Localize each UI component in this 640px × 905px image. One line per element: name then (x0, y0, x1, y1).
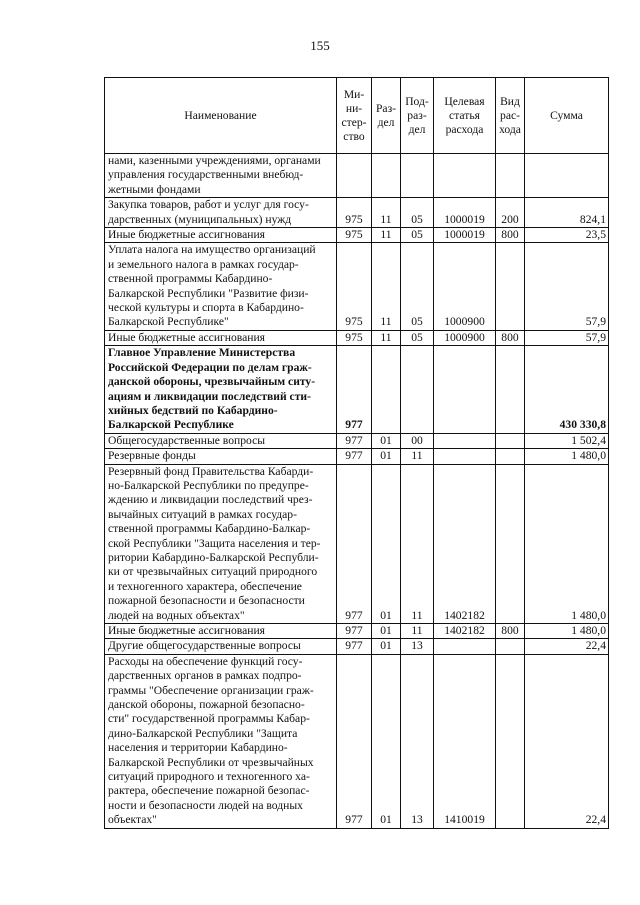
subsection-cell (401, 346, 434, 433)
name-line: и земельного налога в рамках государ- (108, 257, 299, 271)
name-line: пожарной безопасности и безопасности (108, 594, 305, 608)
target-article-cell: 1000019 (434, 198, 496, 228)
ministry-cell (337, 154, 372, 198)
name-line: управления государственными внебюд- (108, 168, 304, 182)
table-row (105, 154, 609, 198)
amount-cell: 57,9 (525, 330, 609, 345)
table-row (105, 228, 609, 243)
ministry-cell: 975 (337, 198, 372, 228)
name-cell (105, 228, 337, 243)
amount-cell: 430 330,8 (525, 346, 609, 433)
name-line: хийных бедствий по Кабардино- (108, 403, 278, 417)
table-row (105, 346, 609, 433)
table-row (105, 624, 609, 639)
amount-cell: 57,9 (525, 243, 609, 330)
name-cell (105, 433, 337, 448)
name-line: ки от чрезвычайных ситуаций природного (108, 565, 318, 579)
name-line: Балкарской Республике (108, 418, 234, 432)
section-cell: 11 (372, 330, 401, 345)
section-cell (372, 154, 401, 198)
table-row (105, 330, 609, 345)
name-line: населения и территории Кабардино- (108, 741, 288, 755)
name-line: Уплата налога на имущество организаций (108, 243, 316, 257)
header-line: рас- (500, 108, 520, 122)
section-cell: 11 (372, 228, 401, 243)
header-expense-type (496, 78, 525, 154)
name-line: объектах" (108, 813, 157, 827)
amount-cell: 1 480,0 (525, 449, 609, 464)
name-line: данской обороны, чрезвычайным ситу- (108, 375, 316, 389)
header-line: хода (499, 122, 521, 136)
expense-type-cell (496, 449, 525, 464)
header-line: раз- (407, 108, 427, 122)
name-line: ждению и ликвидации последствий чрез- (108, 493, 313, 507)
name-line: ациям и ликвидации последствий сти- (108, 389, 311, 403)
name-line: данской обороны, пожарной безопасно- (108, 698, 305, 712)
name-line: ности и безопасности людей на водных (108, 798, 303, 812)
name-line: ской Республики "Защита населения и тер- (108, 536, 321, 550)
name-line: дино-Балкарской Республики "Защита (108, 726, 298, 740)
target-article-cell: 1000900 (434, 243, 496, 330)
name-line: Закупка товаров, работ и услуг для госу- (108, 198, 309, 212)
ministry-cell: 977 (337, 654, 372, 828)
ministry-cell: 977 (337, 433, 372, 448)
name-line: ственной программы Кабардино- (108, 272, 273, 286)
expense-type-cell: 800 (496, 228, 525, 243)
target-article-cell: 1410019 (434, 654, 496, 828)
name-line: дарственных органов в рамках подпро- (108, 669, 302, 683)
table-row (105, 243, 609, 330)
header-line: стер- (341, 115, 367, 129)
name-line: ритории Кабардино-Балкарской Республи- (108, 550, 319, 564)
subsection-cell (401, 154, 434, 198)
name-line: Иные бюджетные ассигнования (108, 624, 265, 637)
name-cell (105, 330, 337, 345)
table-row (105, 433, 609, 448)
section-cell: 01 (372, 654, 401, 828)
name-line: Балкарской Республики "Развитие физи- (108, 286, 309, 300)
header-target-article (434, 78, 496, 154)
name-line: ственной программы Кабардино-Балкар- (108, 522, 311, 536)
header-line: дел (408, 122, 426, 136)
section-cell: 11 (372, 198, 401, 228)
target-article-cell (434, 639, 496, 654)
target-article-cell: 1000019 (434, 228, 496, 243)
ministry-cell: 977 (337, 624, 372, 639)
header-line: Раз- (375, 101, 397, 115)
header-line: Целевая (444, 94, 485, 108)
table-row (105, 654, 609, 828)
expense-type-cell (496, 654, 525, 828)
section-cell: 01 (372, 464, 401, 623)
section-cell (372, 346, 401, 433)
ministry-cell: 975 (337, 243, 372, 330)
header-line: ство (343, 129, 365, 143)
target-article-cell (434, 154, 496, 198)
header-name: Наименование (105, 78, 337, 154)
amount-cell: 1 480,0 (525, 464, 609, 623)
amount-cell: 23,5 (525, 228, 609, 243)
subsection-cell: 13 (401, 654, 434, 828)
name-line: нами, казенными учреждениями, органами (108, 154, 321, 167)
section-cell: 01 (372, 639, 401, 654)
name-line: Другие общегосударственные вопросы (108, 639, 301, 653)
table-row (105, 198, 609, 228)
name-line: но-Балкарской Республики по предупре- (108, 478, 309, 492)
header-line: Под- (405, 94, 429, 108)
name-cell (105, 346, 337, 433)
subsection-cell: 00 (401, 433, 434, 448)
name-cell (105, 624, 337, 639)
header-line: Вид (500, 94, 520, 108)
name-line: сти" государственной программы Кабар- (108, 712, 310, 726)
expense-type-cell (496, 433, 525, 448)
header-line: статья (449, 108, 480, 122)
expense-type-cell: 800 (496, 624, 525, 639)
subsection-cell: 05 (401, 243, 434, 330)
name-line: рактера, обеспечение пожарной безопас- (108, 784, 310, 798)
subsection-cell: 05 (401, 198, 434, 228)
header-amount: Сумма (525, 78, 609, 154)
table-row (105, 449, 609, 464)
page-number: 155 (310, 38, 330, 53)
ministry-cell: 975 (337, 330, 372, 345)
name-cell (105, 639, 337, 654)
expense-type-cell (496, 464, 525, 623)
name-cell (105, 243, 337, 330)
table-row (105, 639, 609, 654)
table-row (105, 464, 609, 623)
amount-cell: 1 502,4 (525, 433, 609, 448)
name-line: Иные бюджетные ассигнования (108, 330, 265, 344)
target-article-cell (434, 433, 496, 448)
amount-cell: 22,4 (525, 639, 609, 654)
subsection-cell: 13 (401, 639, 434, 654)
target-article-cell (434, 449, 496, 464)
table-header-row (105, 78, 609, 154)
target-article-cell: 1402182 (434, 464, 496, 623)
header-subsection (401, 78, 434, 154)
name-line: ситуаций природного и техногенного ха- (108, 770, 310, 784)
ministry-cell: 977 (337, 449, 372, 464)
name-line: Балкарской Республике" (108, 315, 229, 329)
subsection-cell: 05 (401, 228, 434, 243)
name-line: Иные бюджетные ассигнования (108, 228, 265, 242)
name-line: людей на водных объектах" (108, 608, 245, 622)
expense-type-cell: 800 (496, 330, 525, 345)
name-line: Резервные фонды (108, 449, 196, 463)
expense-type-cell (496, 639, 525, 654)
name-line: дарственных (муниципальных) нужд (108, 212, 292, 226)
amount-cell: 824,1 (525, 198, 609, 228)
name-line: Общегосударственные вопросы (108, 433, 266, 447)
budget-table (104, 77, 609, 829)
name-cell (105, 154, 337, 198)
subsection-cell: 05 (401, 330, 434, 345)
subsection-cell: 11 (401, 449, 434, 464)
target-article-cell: 1000900 (434, 330, 496, 345)
name-cell (105, 464, 337, 623)
name-line: граммы "Обеспечение организации граж- (108, 683, 314, 697)
name-line: ческой культуры и спорта в Кабардино- (108, 301, 304, 315)
name-line: вычайных ситуаций в рамках государ- (108, 507, 297, 521)
amount-cell: 1 480,0 (525, 624, 609, 639)
name-cell (105, 198, 337, 228)
ministry-cell: 975 (337, 228, 372, 243)
amount-cell (525, 154, 609, 198)
subsection-cell: 11 (401, 624, 434, 639)
header-line: расхода (445, 122, 484, 136)
expense-type-cell: 200 (496, 198, 525, 228)
expense-type-cell (496, 346, 525, 433)
name-line: Расходы на обеспечение функций госу- (108, 654, 303, 668)
header-line: дел (377, 115, 395, 129)
name-line: Российской Федерации по делам граж- (108, 360, 312, 374)
name-cell (105, 449, 337, 464)
expense-type-cell (496, 243, 525, 330)
target-article-cell: 1402182 (434, 624, 496, 639)
section-cell: 11 (372, 243, 401, 330)
name-line: Резервный фонд Правительства Кабарди- (108, 464, 314, 478)
ministry-cell: 977 (337, 346, 372, 433)
name-line: жетными фондами (108, 182, 201, 196)
header-line: Ми- (343, 87, 365, 101)
section-cell: 01 (372, 624, 401, 639)
target-article-cell (434, 346, 496, 433)
header-line: ни- (345, 101, 363, 115)
ministry-cell: 977 (337, 639, 372, 654)
section-cell: 01 (372, 449, 401, 464)
name-cell (105, 654, 337, 828)
name-line: Главное Управление Министерства (108, 346, 296, 360)
subsection-cell: 11 (401, 464, 434, 623)
header-ministry (337, 78, 372, 154)
section-cell: 01 (372, 433, 401, 448)
amount-cell: 22,4 (525, 654, 609, 828)
expense-type-cell (496, 154, 525, 198)
header-section (372, 78, 401, 154)
name-line: Балкарской Республики от чрезвычайных (108, 755, 314, 769)
name-line: и техногенного характера, обеспечение (108, 579, 302, 593)
ministry-cell: 977 (337, 464, 372, 623)
